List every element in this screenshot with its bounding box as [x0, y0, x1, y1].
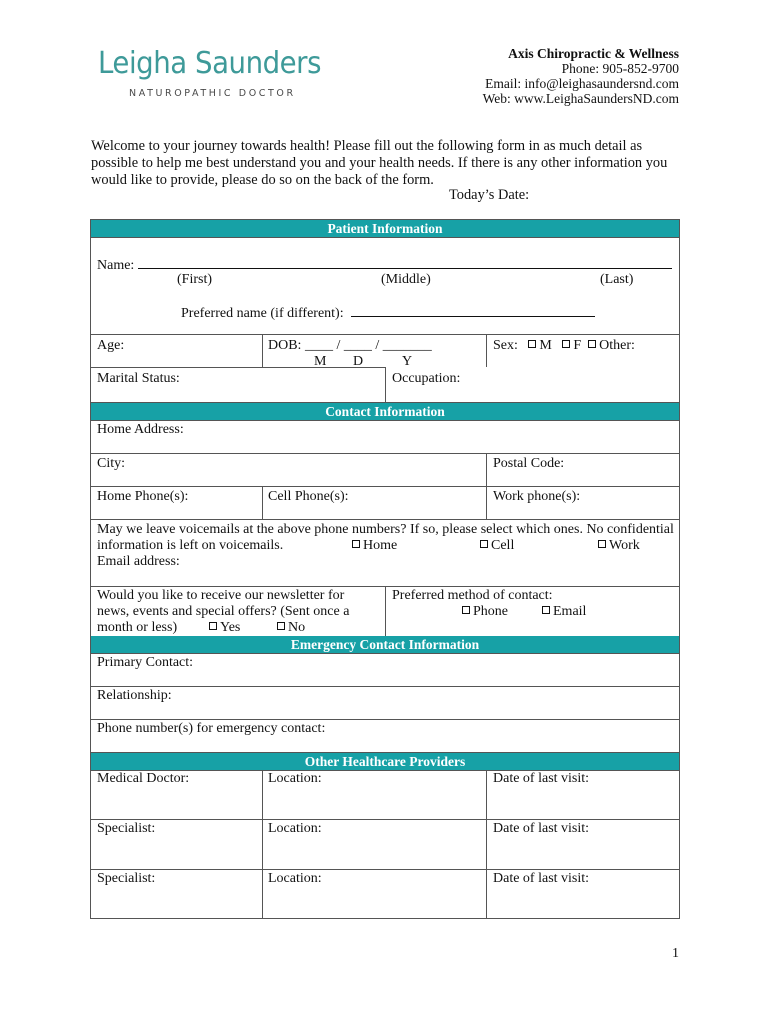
primary-contact-field[interactable]: Primary Contact: [97, 655, 194, 670]
marital-status-field[interactable]: Marital Status: [97, 371, 180, 386]
name-label: Name: [97, 258, 135, 273]
pm-email-option[interactable] [542, 604, 586, 620]
divider [91, 334, 679, 335]
clinic-email: Email: info@leighasaundersnd.com [485, 76, 679, 91]
divider [486, 334, 487, 367]
newsletter-no-checkbox[interactable] [277, 622, 285, 630]
sex-m-label: M [539, 338, 552, 353]
sex-m-checkbox[interactable] [528, 340, 536, 348]
sex-f-checkbox[interactable] [562, 340, 570, 348]
divider [91, 653, 679, 654]
voicemail-question-line1: May we leave voicemails at the above phone numbers? If so, please select which ones. No confidential [97, 522, 674, 537]
section-header-patient: Patient Information [91, 220, 679, 237]
section-header-emergency: Emergency Contact Information [91, 636, 679, 653]
divider [91, 453, 679, 454]
divider [486, 453, 487, 486]
email-address-field[interactable]: Email address: [97, 554, 180, 569]
clinic-contact-block [483, 46, 679, 106]
divider [262, 486, 263, 519]
divider [91, 686, 679, 687]
vm-work-option[interactable] [598, 538, 640, 554]
cell-phone-field[interactable]: Cell Phone(s): [268, 489, 349, 504]
newsletter-no-label: No [288, 620, 306, 635]
emergency-phone-field[interactable]: Phone number(s) for emergency contact: [97, 721, 326, 736]
vm-home-checkbox[interactable] [352, 540, 360, 548]
vm-work-label: Work [609, 538, 640, 553]
pm-phone-label: Phone [473, 604, 508, 619]
specialist-1-field[interactable]: Specialist: [97, 821, 156, 836]
dob-day-label: D [353, 354, 364, 369]
preferred-method-label: Preferred method of contact: [392, 588, 553, 603]
specialist-2-location-field[interactable]: Location: [268, 871, 322, 886]
newsletter-line1: Would you like to receive our newsletter for [97, 588, 345, 603]
last-label: (Last) [600, 272, 634, 287]
clinic-phone: Phone: 905-852-9700 [561, 61, 679, 76]
relationship-field[interactable]: Relationship: [97, 688, 172, 703]
sex-field [493, 338, 635, 354]
clinic-web: Web: www.LeighaSaundersND.com [482, 91, 679, 106]
divider [262, 770, 263, 918]
divider [91, 869, 679, 870]
divider [91, 237, 679, 238]
sex-label: Sex: [493, 338, 518, 353]
dob-year-label: Y [402, 354, 413, 369]
preferred-name-label: Preferred name (if different): [181, 306, 344, 321]
divider [385, 586, 386, 636]
work-phone-field[interactable]: Work phone(s): [493, 489, 581, 504]
pm-phone-checkbox[interactable] [462, 606, 470, 614]
middle-label: (Middle) [381, 272, 431, 287]
todays-date-label: Today’s Date: [449, 187, 530, 203]
newsletter-line3: month or less) [97, 620, 178, 635]
clinic-name: Axis Chiropractic & Wellness [508, 46, 679, 61]
divider [486, 770, 487, 918]
age-field[interactable]: Age: [97, 338, 125, 353]
divider [91, 367, 386, 368]
pm-phone-option[interactable] [462, 604, 508, 620]
newsletter-yes-checkbox[interactable] [209, 622, 217, 630]
page-number: 1 [672, 946, 679, 961]
divider [486, 486, 487, 519]
preferred-name-underline [351, 304, 595, 317]
postal-code-field[interactable]: Postal Code: [493, 456, 565, 471]
vm-home-label: Home [363, 538, 398, 553]
newsletter-no-option[interactable] [277, 620, 305, 636]
vm-cell-option[interactable] [480, 538, 514, 554]
specialist-2-last-visit-field[interactable]: Date of last visit: [493, 871, 590, 886]
city-field[interactable]: City: [97, 456, 126, 471]
section-header-providers: Other Healthcare Providers [91, 753, 679, 770]
home-address-field[interactable]: Home Address: [97, 422, 184, 437]
occupation-field[interactable]: Occupation: [392, 371, 461, 386]
preferred-name-field[interactable] [181, 304, 595, 322]
newsletter-line2: news, events and special offers? (Sent once a [97, 604, 350, 619]
md-location-field[interactable]: Location: [268, 771, 322, 786]
vm-work-checkbox[interactable] [598, 540, 606, 548]
dob-month-label: M [314, 354, 327, 369]
vm-cell-label: Cell [491, 538, 515, 553]
divider [385, 367, 386, 402]
md-last-visit-field[interactable]: Date of last visit: [493, 771, 590, 786]
divider [91, 719, 679, 720]
home-phone-field[interactable]: Home Phone(s): [97, 489, 189, 504]
specialist-1-last-visit-field[interactable]: Date of last visit: [493, 821, 590, 836]
logo-subtitle: NATUROPATHIC DOCTOR [129, 88, 296, 99]
intro-paragraph: Welcome to your journey towards health! Please fill out the following form in as much detail as possible to help me best understand you and your health needs. If there is any other information you would like to provide, please do so on the back of the form. [91, 138, 668, 188]
sex-other-label: Other: [599, 338, 635, 353]
newsletter-yes-label: Yes [220, 620, 241, 635]
section-header-contact: Contact Information [91, 403, 679, 420]
divider [262, 334, 263, 367]
vm-cell-checkbox[interactable] [480, 540, 488, 548]
voicemail-question-line2: information is left on voicemails. [97, 538, 284, 553]
medical-doctor-field[interactable]: Medical Doctor: [97, 771, 190, 786]
specialist-2-field[interactable]: Specialist: [97, 871, 156, 886]
dob-field[interactable]: DOB: ____ / ____ / _______ [268, 338, 432, 353]
divider [91, 420, 679, 421]
newsletter-yes-option[interactable] [209, 620, 240, 636]
divider [91, 519, 679, 520]
name-underline [138, 256, 672, 269]
vm-home-option[interactable] [352, 538, 397, 554]
specialist-1-location-field[interactable]: Location: [268, 821, 322, 836]
sex-f-label: F [573, 338, 582, 353]
first-label: (First) [177, 272, 212, 287]
pm-email-checkbox[interactable] [542, 606, 550, 614]
divider [91, 819, 679, 820]
intake-form [90, 219, 680, 919]
logo-name: Leigha Saunders [98, 46, 321, 81]
sex-other-checkbox[interactable] [588, 340, 596, 348]
pm-email-label: Email [553, 604, 587, 619]
divider [91, 486, 679, 487]
